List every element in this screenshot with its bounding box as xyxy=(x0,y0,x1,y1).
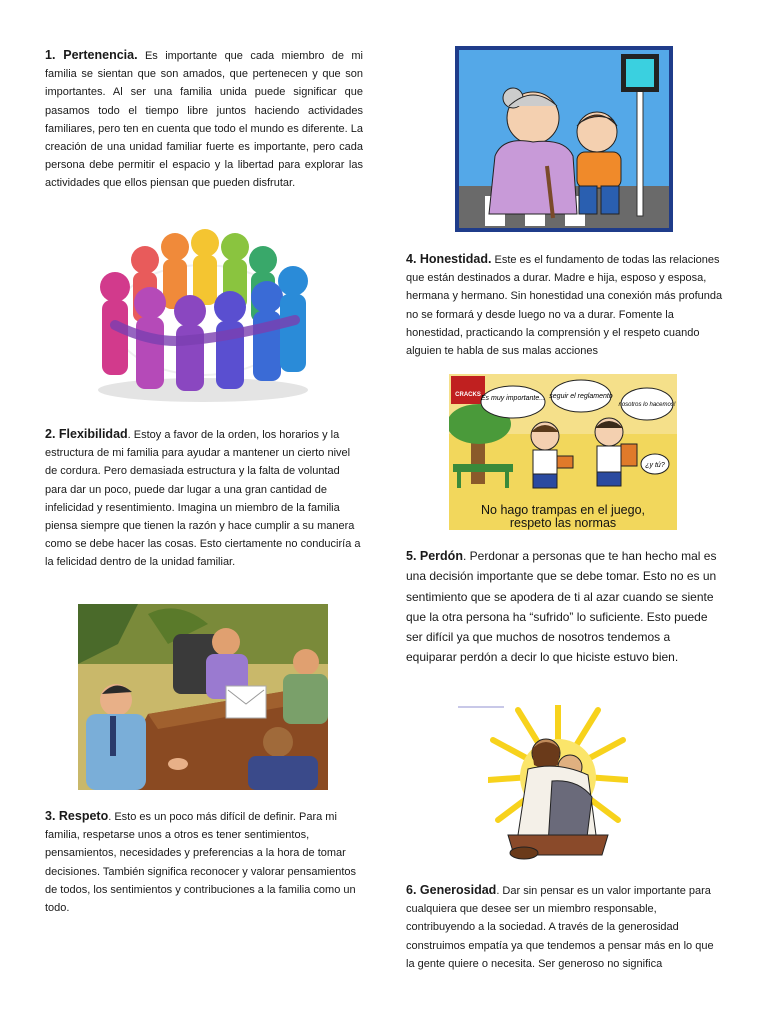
caption-line-2: respeto las normas xyxy=(509,516,617,530)
section-perdon xyxy=(406,546,724,668)
section-title: 6. Generosidad xyxy=(406,883,497,897)
cracks-logo: CRACKS xyxy=(455,392,481,398)
section-body: . Perdonar a personas que te han hecho mal es una decisión importante que se debe tomar. Esto no es un sentimiento que se apodera de ti al azar cuando se siente que la otra persona ha “sufrido” lo suficiente. Esto puede ser difícil ya que muchos de nosotros tendemos a equiparar perdón a decir lo que hiciste estuvo bien. xyxy=(406,549,717,665)
section-respeto xyxy=(45,807,363,917)
section-honestidad xyxy=(406,250,724,360)
section-generosidad xyxy=(406,881,724,973)
bubble-center-text: seguir el reglamento xyxy=(549,393,613,400)
grandmother-crosswalk-illustration xyxy=(455,46,673,232)
section-body: Este es el fundamento de todas las relaciones que están destinados a durar. Madre e hija, esposo y esposa, hermana y hermano. Sin honestidad una conexión más profunda no se formará y desde luego no va a durar. Fomente la honestidad, practicando la comprensión y el respeto cuando alguien te habla de sus malas acciones xyxy=(406,254,723,358)
caption-line-1: No hago trampas en el juego, xyxy=(481,503,645,517)
section-title: 4. Honestidad. xyxy=(406,252,492,266)
bubble-left-text: Es muy importante... xyxy=(480,395,546,402)
bubble-small-text: ¿y tú? xyxy=(645,462,665,469)
meeting-illustration xyxy=(78,604,328,790)
unity-figures-illustration xyxy=(85,225,320,405)
section-body: Es importante que cada miembro de mi familia se sientan que son amados, que pertenecen y que son importantes. Al ser una familia unida puede significar que pasamos todo el tiempo libre juntos haciendo actividades familiares, pero ten en cuenta que todo el mundo es diferente. La creación de una unidad familiar fuerte es importante, pero cada persona debe permitir el espacio y la libertad para explorar las actividades que ellos piensan que pueden disfrutar. xyxy=(45,50,363,190)
rules-cartoon xyxy=(449,374,677,530)
section-title: 1. Pertenencia. xyxy=(45,48,138,62)
section-pertenencia xyxy=(45,46,363,193)
section-title: 2. Flexibilidad xyxy=(45,427,128,441)
section-flexibilidad xyxy=(45,425,363,572)
section-title: 3. Respeto xyxy=(45,809,109,823)
section-body: . Esto es un poco más difícil de definir. Para mi familia, respetarse unos a otros es tener sentimientos, pensamientos, necesidades y preferencias a la hora de tomar decisiones. También significa reconocer y valorar pensamientos de todos, los sentimientos y contribuciones a la familia como un todo. xyxy=(45,811,357,915)
section-body: . Estoy a favor de la orden, los horarios y la estructura de mi familia para ayudar a mantener un cierto nivel de cordura. Pero demasiada estructura y la falta de voluntad para dar un poco, puede dar lugar a una gran cantidad de infelicidad y resentimiento. Imagina un miembro de la familia piensa siempre que tienen la razón y hace cumplir a su manera como se debe hacer las cosas. Esto ciertamente no conduciría a la felicidad dentro de la unidad familiar. xyxy=(45,429,361,569)
section-body: . Dar sin pensar es un valor importante para cualquiera que desee ser un miembro responsable, contribuyendo a la sociedad. A través de la generosidad construimos empatía ya que tendemos a pensar más en lo que la gente quiere o necesita. Ser generoso no significa xyxy=(406,885,714,970)
bubble-right-text: nosotros lo hacemos! xyxy=(618,402,676,408)
forgiveness-embrace-illustration xyxy=(488,705,628,865)
section-title: 5. Perdón xyxy=(406,549,463,563)
